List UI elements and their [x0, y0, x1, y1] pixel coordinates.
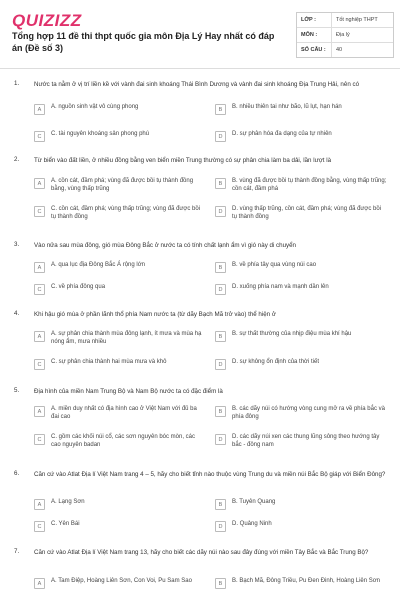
question-number: 2.: [14, 156, 20, 163]
option-letter-box: B: [215, 178, 226, 189]
meta-row-class: [297, 13, 393, 28]
option-letter-box: C: [34, 284, 45, 295]
option-letter-box: A: [34, 262, 45, 273]
answer-option-b[interactable]: [215, 178, 387, 192]
meta-row-count: [297, 43, 393, 57]
option-letter-box: A: [34, 104, 45, 115]
question-number: 1.: [14, 80, 20, 87]
option-letter-box: B: [215, 104, 226, 115]
option-text: A. nguồn sinh vật vô cùng phong: [51, 104, 139, 110]
meta-table: [296, 12, 394, 58]
option-letter-box: D: [215, 359, 226, 370]
question-number: 6.: [14, 470, 20, 477]
option-text: B. vùng đã được bồi tụ thành đồng bằng, vùng thấp trũng; cồn cát, đầm phá: [232, 178, 387, 192]
option-text: A. Lạng Sơn: [51, 499, 85, 505]
option-letter-box: C: [34, 359, 45, 370]
meta-key: SỐ CÂU :: [301, 47, 326, 53]
option-text: C. sự phân chia thành hai mùa mưa và khô: [51, 359, 167, 365]
option-letter-box: A: [34, 331, 45, 342]
option-text: D. Quảng Ninh: [232, 521, 272, 527]
answer-option-d[interactable]: [215, 284, 387, 298]
option-text: A. miền duy nhất có địa hình cao ở Việt Nam với đủ ba đai cao: [51, 406, 197, 420]
option-text: D. sự không ổn định của thời tiết: [232, 359, 319, 365]
option-text: D. xuống phía nam và mạnh dần lên: [232, 284, 329, 290]
answer-option-c[interactable]: [34, 359, 206, 373]
answer-option-a[interactable]: [34, 262, 206, 276]
meta-row-subject: [297, 28, 393, 43]
option-text: D. vùng thấp trũng, cồn cát, đầm phá; vùng đã được bồi tụ thành đồng: [232, 206, 382, 220]
header-divider: [0, 68, 400, 69]
option-letter-box: A: [34, 578, 45, 589]
option-letter-box: D: [215, 434, 226, 445]
option-text: C. gồm các khối núi cổ, các sơn nguyên bóc mòn, các cao nguyên badan: [51, 434, 196, 448]
option-text: C. tài nguyên khoáng sản phong phú: [51, 131, 150, 137]
option-text: B. Tuyên Quang: [232, 499, 276, 505]
question-text: Vào nửa sau mùa đông, gió mùa Đông Bắc ở nước ta có tính chất lạnh ẩm vì gió này di chuyển: [34, 242, 296, 249]
option-letter-box: B: [215, 578, 226, 589]
option-letter-box: A: [34, 406, 45, 417]
option-text: C. về phía đông qua: [51, 284, 106, 290]
option-text: A. cồn cát, đầm phá; vùng đã được bồi tụ thành đồng bằng, vùng thấp trũng: [51, 178, 194, 192]
answer-option-b[interactable]: [215, 499, 387, 513]
answer-option-b[interactable]: [215, 104, 387, 118]
quizizz-logo: QUIZIZZ: [12, 11, 82, 30]
question-number: 4.: [14, 310, 20, 317]
option-text: D. các dãy núi xen các thung lũng sông theo hướng tây bắc - đông nam: [232, 434, 380, 448]
answer-option-c[interactable]: [34, 434, 206, 448]
option-text: C. cồn cát, đầm phá; vùng thấp trũng; vùng đã được bồi tụ thành đồng: [51, 206, 201, 220]
answer-option-a[interactable]: [34, 578, 206, 592]
answer-option-b[interactable]: [215, 406, 387, 420]
answer-option-a[interactable]: [34, 331, 206, 345]
meta-key: LỚP :: [301, 17, 316, 23]
answer-option-a[interactable]: [34, 499, 206, 513]
option-letter-box: B: [215, 331, 226, 342]
option-letter-box: A: [34, 499, 45, 510]
answer-option-b[interactable]: [215, 331, 387, 345]
option-letter-box: D: [215, 521, 226, 532]
option-text: A. Tam Điệp, Hoàng Liên Sơn, Con Voi, Pu Sam Sao: [51, 578, 192, 584]
question-text: Căn cứ vào Atlat Địa lí Việt Nam trang 4 – 5, hãy cho biết tỉnh nào thuộc vùng Trung du và miền núi Bắc Bộ giáp với Biển Đông?: [34, 471, 386, 478]
page-header: [0, 0, 400, 66]
option-letter-box: D: [215, 206, 226, 217]
answer-option-c[interactable]: [34, 131, 206, 145]
option-text: B. Bạch Mã, Đông Triều, Pu Đen Đinh, Hoàng Liên Sơn: [232, 578, 381, 584]
answer-option-a[interactable]: [34, 178, 206, 192]
option-text: C. Yên Bái: [51, 521, 80, 527]
option-text: A. sự phân chia thành mùa đông lạnh, ít mưa và mùa hạ nóng ẩm, mưa nhiều: [51, 331, 202, 345]
question-number: 5.: [14, 387, 20, 394]
option-text: A. qua lục địa Đông Bắc Á rộng lớn: [51, 262, 145, 268]
answer-option-c[interactable]: [34, 521, 206, 535]
answer-option-b[interactable]: [215, 262, 387, 276]
meta-key: MÔN :: [301, 32, 318, 38]
question-text: Căn cứ vào Atlat Địa lí Việt Nam trang 13, hãy cho biết các dãy núi nào sau đây đúng với miền Tây Bắc và Bắc Trung Bộ?: [34, 549, 369, 556]
page-title: Tổng hợp 11 đề thi thpt quốc gia môn Địa Lý Hay nhất có đáp án (Đề số 3): [12, 31, 275, 53]
answer-option-b[interactable]: [215, 578, 387, 592]
answer-option-d[interactable]: [215, 206, 387, 220]
question-number: 7.: [14, 548, 20, 555]
option-letter-box: C: [34, 206, 45, 217]
answer-option-d[interactable]: [215, 359, 387, 373]
option-letter-box: D: [215, 131, 226, 142]
option-letter-box: C: [34, 521, 45, 532]
answer-option-a[interactable]: [34, 104, 206, 118]
option-text: B. sự thất thường của nhịp điệu mùa khí hậu: [232, 331, 352, 337]
question-text: Khi hậu gió mùa ở phần lãnh thổ phía Nam nước ta (từ dãy Bạch Mã trở vào) thể hiện ở: [34, 311, 276, 318]
meta-value: Tốt nghiệp THPT: [331, 13, 393, 27]
answer-option-d[interactable]: [215, 434, 387, 448]
option-letter-box: B: [215, 499, 226, 510]
option-text: B. nhiều thiên tai như bão, lũ lụt, hạn hán: [232, 104, 342, 110]
meta-value: Địa lý: [331, 28, 393, 42]
answer-option-d[interactable]: [215, 131, 387, 145]
question-text: Địa hình của miền Nam Trung Bộ và Nam Bộ nước ta có đặc điểm là: [34, 388, 223, 395]
option-letter-box: B: [215, 406, 226, 417]
question-text: Nước ta nằm ở vị trí liền kề với vành đai sinh khoáng Thái Bình Dương và vành đai sinh khoáng Địa Trung Hải, nên có: [34, 81, 360, 88]
answer-option-d[interactable]: [215, 521, 387, 535]
meta-value: 40: [331, 43, 393, 57]
answer-option-a[interactable]: [34, 406, 206, 420]
option-letter-box: C: [34, 434, 45, 445]
question-text: Từ biển vào đất liền, ở nhiều đồng bằng ven biển miền Trung thường có sự phân chia làm ba dải, lần lượt là: [34, 157, 332, 164]
option-letter-box: A: [34, 178, 45, 189]
option-letter-box: D: [215, 284, 226, 295]
option-text: B. các dãy núi có hướng vòng cung mở ra về phía bắc và phía đông: [232, 406, 385, 420]
option-letter-box: C: [34, 131, 45, 142]
question-number: 3.: [14, 241, 20, 248]
option-text: D. sự phân hóa đa dạng của tự nhiên: [232, 131, 332, 137]
option-letter-box: B: [215, 262, 226, 273]
answer-option-c[interactable]: [34, 284, 206, 298]
answer-option-c[interactable]: [34, 206, 206, 220]
option-text: B. về phía tây qua vùng núi cao: [232, 262, 317, 268]
